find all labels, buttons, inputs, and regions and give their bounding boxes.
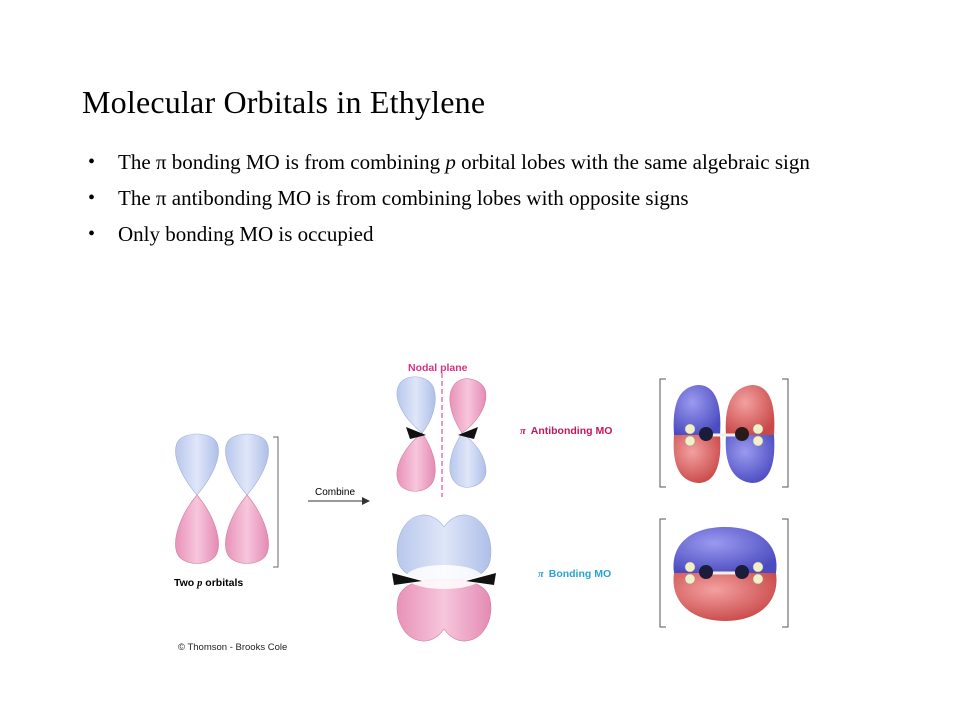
- antibonding-mo-label: π Antibonding MO: [520, 425, 613, 437]
- bullet-text: The: [118, 186, 156, 210]
- antibonding-mo-render: [660, 379, 788, 487]
- bullet-dot: •: [88, 223, 96, 245]
- bullet-text: antibonding MO is from combining lobes with opposite signs: [166, 186, 689, 210]
- p-orbital-left: [176, 434, 219, 564]
- bracket: [273, 437, 278, 567]
- orbital-diagram: [160, 355, 800, 660]
- bonding-mo-label: π Bonding MO: [538, 568, 612, 580]
- nodal-plane-label: Nodal plane: [408, 362, 468, 374]
- bullet-item-2: [88, 186, 878, 211]
- combine-label: Combine: [315, 487, 356, 498]
- bullet-text: The: [118, 150, 156, 174]
- combine-arrow: [308, 487, 370, 505]
- slide-title: Molecular Orbitals in Ethylene: [82, 84, 486, 120]
- bullet-item-3: [88, 222, 878, 247]
- bullet-emphasis: p: [445, 150, 456, 174]
- bonding-mo-render: [660, 519, 788, 627]
- copyright-credit: © Thomson - Brooks Cole: [178, 642, 288, 653]
- bullet-text: orbital lobes with the same algebraic sign: [455, 150, 810, 174]
- pi-symbol: π: [155, 186, 167, 210]
- bonding-orbital-drawing: [392, 515, 496, 641]
- pi-symbol: π: [155, 150, 167, 174]
- bullet-text: Only bonding MO is occupied: [118, 222, 374, 246]
- two-p-orbitals-label: Two p orbitals: [174, 577, 244, 589]
- p-orbital-right: [226, 434, 269, 564]
- antibonding-orbital-drawing: [397, 373, 486, 497]
- bullet-dot: •: [88, 151, 96, 173]
- bullet-list: [88, 150, 878, 258]
- bullet-item-1: [88, 150, 878, 175]
- bullet-dot: •: [88, 187, 96, 209]
- bullet-text: bonding MO is from combining: [166, 150, 446, 174]
